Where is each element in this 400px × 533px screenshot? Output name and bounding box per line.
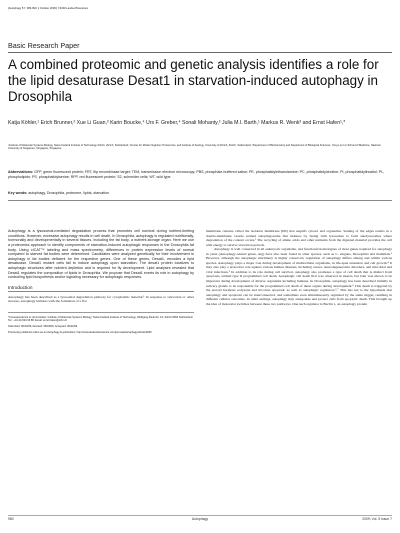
footer-issue: 2009; Vol. 5 Issue 7 [362,517,392,521]
introduction-paragraph: Autophagy has been described as a lysosomal degradation pathway for cytoplasmic material.¹ In response to starvation or other stresses, autophagy initiates with the formation of a flat [8,294,194,304]
abbreviations [8,170,392,179]
introduction-heading: Introduction [8,284,33,290]
keywords [8,191,392,196]
correspondence-footnote: *Correspondence to: Ernst Hafen; Institute of Molecular Systems Biology; Swiss Federal Institute of Technology; Wolfgang-Pauli-Str. 16; Zürich 8093 Switzerland; Tel.: +41.44.633.36.88; Email: ernst.hafen@ethz.ch [8,315,194,323]
right-column [206,229,392,306]
keywords-divider [8,200,392,201]
footer-journal-name: Autophagy [191,517,209,521]
keywords-text: autophagy, Drosophila, proteome, lipids, starvation [28,191,110,195]
section-divider [8,52,392,53]
body-paragraph: Autophagy is well conserved in all eukaryotic organisms, and functional homologues of most genes required for autophagy in yeast (Autophagy-related genes, Atg) have also been found in other species, such as C. elegans, Drosophila and mammals.³ However, although the autophagic machinery is highly conserved, regulation of autophagy differs among and within various species. Autophagy plays a major role during development of multicellular organisms, in life-span extension and cell growth.⁴ It may also play a protective role against various human diseases, including cancer, neurodegenerative disorders, and microbial and viral infections.⁵ In addition to its role during cell survival, autophagy also promotes a type of cell death that is distinct from apoptosis, termed type II programmed cell death. Autophagic cell death first was observed in insects, but later was shown to be important during development of diverse organisms including humans. In Drosophila, autophagy has been described initially in salivary glands to be responsible for the programmed cell death of these organs during development.⁶ This death is triggered by the steroid hormone ecdysone and involves apoptotic as well as autophagic regulators.⁶,⁷ This has led to the hypothesis that autophagy and apoptosis can be interconnected, and sometimes even simultaneously regulated by the same trigger, resulting in different cellular outcomes. In other settings, autophagy may antagonize and protect cells from apoptotic death. This brought up the idea of molecular switches between these two pathways. One such regulator is Beclin 1, an autophagy protein [206,247,392,306]
section-label: Basic Research Paper [8,41,80,50]
footnote-box [8,312,194,334]
body-paragraph: membrane cisterna called the isolation membrane (IM) that engulfs cytosol and organelles. Sealing of the edges results in a double-membrane vesicle termed autophagosome that matures by fusing with lysosomes to form autolysosomes where degradation of the content occurs.² The recycling of amino acids and other nutrients from the digested material provides the cell with energy to survive starvation periods. [206,229,392,247]
left-column [8,229,194,337]
article-title: A combined proteomic and genetic analysis identifies a role for the lipid desaturase Desat1 in starvation-induced autophagy in Drosophila [8,57,379,105]
page-number: 980 [8,517,14,521]
footer-divider [8,515,392,516]
affiliations: ¹Institute of Molecular Systems Biology, Swiss Federal Institute of Technology Zürich, Zürich, Switzerland; ²Center for Model Organism Proteomics, and Institute of Zoology, University of Zürich, Zürich, Switzerland; ³Department of Biochemistry and Department of Biological Sciences, Yong Loo Lin School of Medicine, National University of Singapore, Singapore, Singapore [8,144,381,151]
journal-header: [Autophagy 5:7, 980-990; 1 October 2009]; ©2009 Landes Bioscience [8,7,89,10]
abstract: Autophagy is a lysosomal-mediated degradation process that promotes cell survival during nutrient-limiting conditions. However, excessive autophagy results in cell death. In Drosophila, autophagy is regulated nutritionally, hormonally and developmentally in several tissues, including the fat body, a nutrient-storage organ. Here we use a proteomics approach to identify components of starvation-induced autophagic responses in the Drosophila fat body. Using cICAT™ labeling and mass spectrometry, differences in protein expression levels of normal compared to starved fat bodies were determined. Candidates were analyzed genetically for their involvement in autophagy in fat bodies deficient for the respective genes. One of these genes, Desat1, encodes a lipid desaturase. Desat1 mutant cells fail to induce autophagy upon starvation. The desat1 protein localizes to autophagic structures after nutrient depletion and is required for fly development. Lipid analyses revealed that Desat1 regulates the composition of lipids in Drosophila. We propose that Desat1 exerts its role in autophagy by controlling lipid biosynthesis and/or signaling necessary for autophagic responses. [8,229,194,280]
submission-dates-footnote: Submitted: 06/10/09; Revised: 06/18/09; Accepted: 06/22/09 [8,325,78,329]
abbreviations-label: Abbreviations: [8,170,34,174]
introduction-heading-rule [8,291,194,292]
introduction-text [8,295,194,304]
keywords-label: Key words: [8,191,28,195]
epublication-footnote: Previously published online as an Autophagy E-publication: http://www.landesbioscience.com/journals/autophagy/article/9325 [8,331,152,335]
author-list: Katja Köhler,¹ Erich Brunner,² Xue Li Guan,³ Karin Boucke,⁴ Urs F. Greber,⁴ Sonali Mohanty,² Julia M.I. Barth,¹ Markus R. Wenk³ and Ernst Hafen¹,* [8,120,346,126]
abbreviations-text: GFP, green fluorescent protein; FRT, flip recombinase target; TEM, transmission electron microscopy; PBS, phosphate-buffered saline; PE, phosphatidylethanolamine; PC, phosphatidylcholine; PI, phosphatidylinositol; PL, phospholipids; PS, phosphatidylserine; RFP, red fluorescent protein; S2, schneider cells; WT, wild type [8,170,385,179]
